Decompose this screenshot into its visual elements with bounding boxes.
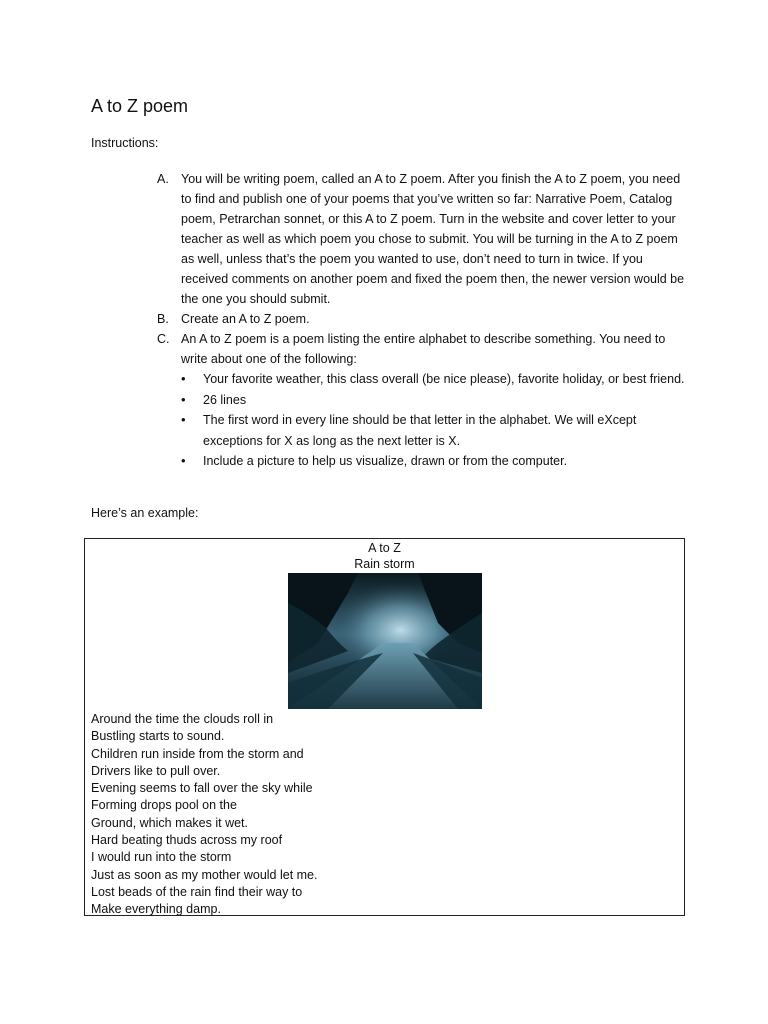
- poem-heading: A to Z: [368, 541, 401, 555]
- instructions-list: [157, 169, 687, 472]
- list-marker: C.: [157, 332, 170, 346]
- bullet-item: • The first word in every line should be that letter in the alphabet. We will eXcept exceptions for X as long as the next letter is X.: [181, 410, 687, 451]
- poem-line: Lost beads of the rain find their way to: [91, 884, 303, 899]
- poem-line: I would run into the storm: [91, 850, 232, 865]
- example-label: Here’s an example:: [91, 506, 199, 520]
- poem-lines: [91, 711, 317, 919]
- page-title: A to Z poem: [91, 96, 189, 116]
- rain-forest-road-photo: [288, 573, 482, 709]
- poem-line: Around the time the clouds roll in: [91, 712, 274, 726]
- list-item-text: An A to Z poem is a poem listing the entire alphabet to describe something. You need to write about one of the following:: [181, 332, 666, 366]
- bullet-list: [181, 369, 687, 472]
- list-item-a: [157, 169, 687, 309]
- list-marker: A.: [157, 172, 169, 186]
- list-item-b: [157, 309, 687, 329]
- example-box: [84, 538, 685, 916]
- bullet-item: • Include a picture to help us visualize, drawn or from the computer.: [181, 451, 687, 472]
- poem-line: Bustling starts to sound.: [91, 729, 225, 744]
- poem-subheading: Rain storm: [354, 557, 415, 571]
- poem-line: Make everything damp.: [91, 902, 221, 917]
- poem-line: Just as soon as my mother would let me.: [91, 867, 318, 882]
- list-item-c: [157, 329, 687, 472]
- bullet-item: • 26 lines: [181, 390, 687, 411]
- list-marker: B.: [157, 312, 169, 326]
- poem-line: Children run inside from the storm and: [91, 746, 304, 761]
- list-item-text: Create an A to Z poem.: [181, 312, 310, 326]
- poem-line: Hard beating thuds across my roof: [91, 833, 283, 848]
- poem-line: Forming drops pool on the: [91, 798, 237, 813]
- poem-line: Ground, which makes it wet.: [91, 815, 249, 830]
- instructions-label: Instructions:: [91, 136, 159, 150]
- list-item-text: You will be writing poem, called an A to Z poem. After you finish the A to Z poem, you need to find and publish one of your poems that you’ve written so far: Narrative Poem, Catalog poem, Petrarchan sonnet, or this A to Z poem. Turn in the website and cover letter to your teacher as well as which poem you chose to submit. You will be turning in the A to Z poem as well, unless that’s the poem you wanted to use, don’t need to turn in twice. If you received comments on another poem and fixed the poem then, the newer version would be the one you should submit.: [181, 172, 685, 306]
- bullet-item: • Your favorite weather, this class overall (be nice please), favorite holiday, or best friend.: [181, 369, 687, 390]
- poem-line: Drivers like to pull over.: [91, 763, 221, 778]
- poem-line: Evening seems to fall over the sky while: [91, 781, 313, 796]
